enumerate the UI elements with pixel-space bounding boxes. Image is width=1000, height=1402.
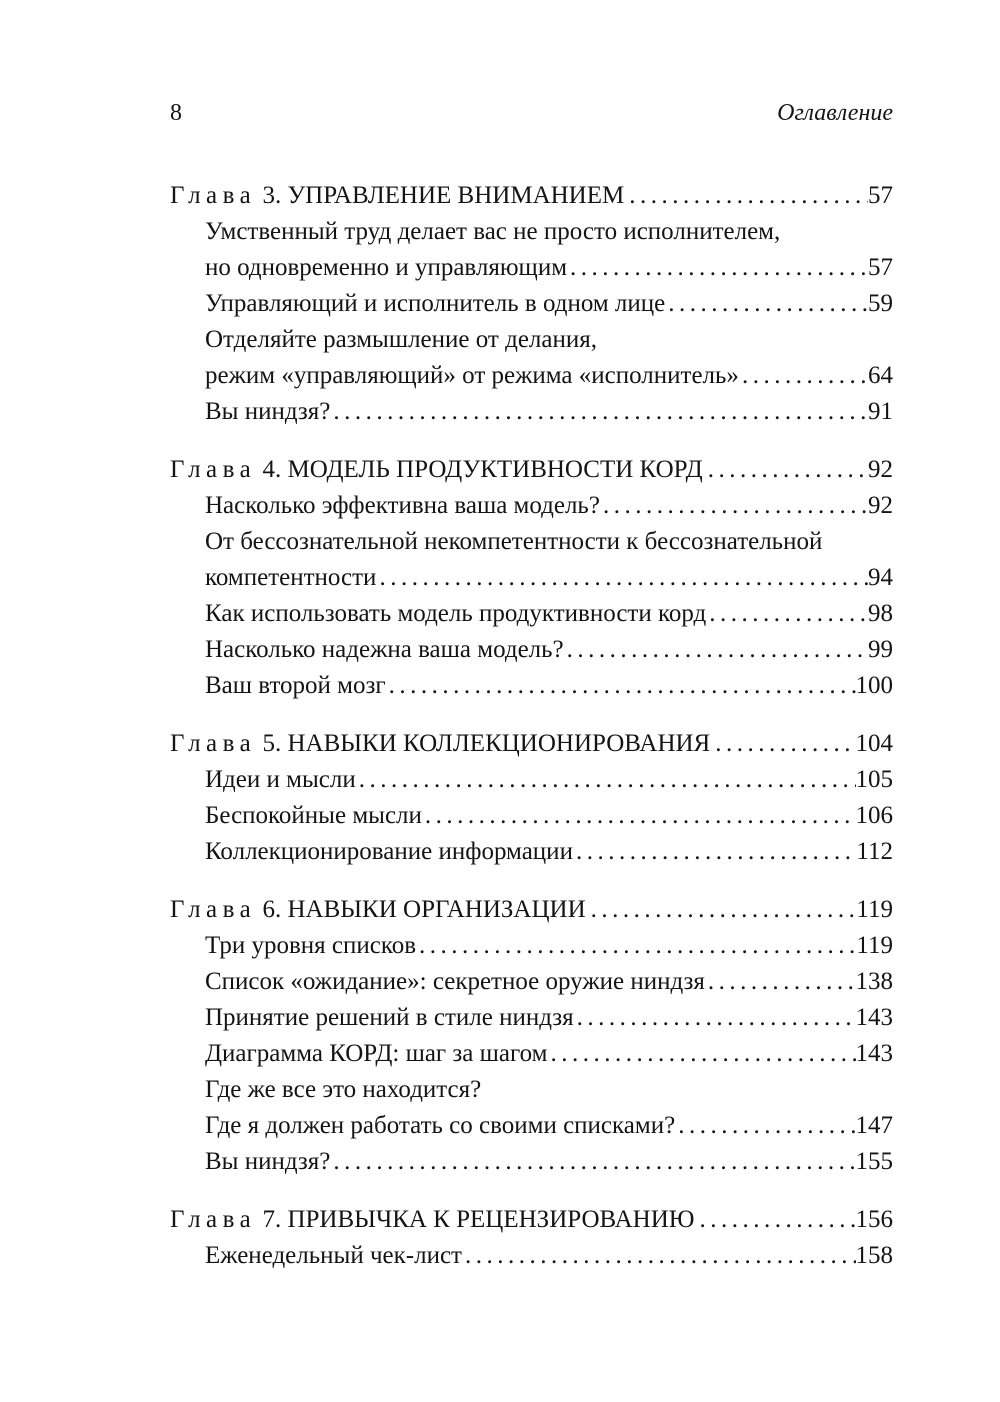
chapter-number: 7. <box>262 1206 282 1233</box>
entry-text: Насколько надежна ваша модель? <box>205 636 564 663</box>
dot-leader <box>465 1238 856 1274</box>
chapter-label: Глава <box>170 1206 257 1233</box>
chapter-label: Глава <box>170 730 257 757</box>
chapter-label: Глава <box>170 182 257 209</box>
toc-entry <box>205 524 893 596</box>
dot-leader <box>678 1108 855 1144</box>
dot-leader <box>742 358 868 394</box>
entry-page-number: 138 <box>855 968 893 995</box>
chapter-number: 3. <box>262 182 282 209</box>
entry-page-number: 158 <box>855 1242 893 1269</box>
chapter-page-number: 104 <box>855 730 893 757</box>
toc-entry <box>205 1000 893 1036</box>
chapter-heading <box>170 178 893 214</box>
dot-leader <box>591 892 857 928</box>
entry-text: Как использовать модель продуктивности корд <box>205 600 707 627</box>
dot-leader <box>708 452 868 488</box>
toc-entry <box>205 488 893 524</box>
dot-leader <box>603 488 868 524</box>
entry-page-number: 92 <box>868 492 893 519</box>
toc-entry <box>205 1238 893 1274</box>
chapter-heading <box>170 1202 893 1238</box>
dot-leader <box>699 1202 855 1238</box>
entry-text: но одновременно и управляющим <box>205 254 568 281</box>
entry-text: Список «ожидание»: секретное оружие ниндзя <box>205 968 705 995</box>
toc-entry <box>205 762 893 798</box>
dot-leader <box>567 632 868 668</box>
dot-leader <box>419 928 856 964</box>
entry-line: Где же все это находится? <box>205 1076 482 1103</box>
entry-last-line <box>205 668 893 704</box>
entry-text: Вы ниндзя? <box>205 398 331 425</box>
toc-entry <box>205 214 893 286</box>
chapter-title: НАВЫКИ ОРГАНИЗАЦИИ <box>287 896 586 923</box>
toc-chapter <box>170 178 893 430</box>
dot-leader <box>668 286 868 322</box>
entry-text: режим «управляющий» от режима «исполнитель» <box>205 362 739 389</box>
entry-page-number: 99 <box>868 636 893 663</box>
dot-leader <box>708 964 856 1000</box>
entry-page-number: 57 <box>868 254 893 281</box>
entry-text: Диаграмма КОРД: шаг за шагом <box>205 1040 548 1067</box>
entry-text: Коллекционирование информации <box>205 838 573 865</box>
toc-chapter <box>170 726 893 870</box>
entry-last-line <box>205 964 893 1000</box>
entry-last-line <box>205 394 893 430</box>
entry-page-number: 105 <box>855 766 893 793</box>
toc-entry <box>205 964 893 1000</box>
chapter-label: Глава <box>170 896 257 923</box>
dot-leader <box>550 1036 855 1072</box>
chapter-heading <box>170 892 893 928</box>
entry-last-line <box>205 762 893 798</box>
toc-entry <box>205 596 893 632</box>
entry-page-number: 91 <box>868 398 893 425</box>
dot-leader <box>333 1144 855 1180</box>
toc-entry <box>205 668 893 704</box>
toc-entry <box>205 798 893 834</box>
entry-text: Вы ниндзя? <box>205 1148 331 1175</box>
entry-page-number: 112 <box>856 838 893 865</box>
toc-chapter <box>170 892 893 1180</box>
dot-leader <box>333 394 868 430</box>
entry-last-line <box>205 488 893 524</box>
chapter-title: МОДЕЛЬ ПРОДУКТИВНОСТИ КОРД <box>287 456 703 483</box>
chapter-title: УПРАВЛЕНИЕ ВНИМАНИЕМ <box>287 182 625 209</box>
chapter-title: ПРИВЫЧКА К РЕЦЕНЗИРОВАНИЮ <box>287 1206 695 1233</box>
entry-page-number: 147 <box>855 1112 893 1139</box>
entry-last-line <box>205 1238 893 1274</box>
entry-last-line <box>205 1036 893 1072</box>
entry-page-number: 94 <box>868 564 893 591</box>
entry-text: Беспокойные мысли <box>205 802 422 829</box>
entry-last-line <box>205 798 893 834</box>
entry-last-line <box>205 632 893 668</box>
chapter-page-number: 156 <box>855 1206 893 1233</box>
entry-last-line <box>205 1000 893 1036</box>
toc-chapter <box>170 452 893 704</box>
entry-page-number: 98 <box>868 600 893 627</box>
dot-leader <box>629 178 868 214</box>
entry-page-number: 64 <box>868 362 893 389</box>
entry-text: Еженедельный чек-лист <box>205 1242 462 1269</box>
entry-last-line <box>205 928 893 964</box>
chapter-heading <box>170 726 893 762</box>
entry-text: компетентности <box>205 564 377 591</box>
dot-leader <box>576 834 856 870</box>
entry-text: Где я должен работать со своими списками? <box>205 1112 676 1139</box>
entry-last-line <box>205 250 893 286</box>
entry-text: Ваш второй мозг <box>205 672 386 699</box>
entry-page-number: 59 <box>868 290 893 317</box>
dot-leader <box>577 1000 856 1036</box>
chapter-page-number: 57 <box>868 182 893 209</box>
entry-text: Управляющий и исполнитель в одном лице <box>205 290 666 317</box>
entry-page-number: 143 <box>855 1004 893 1031</box>
chapter-heading-text <box>170 452 708 488</box>
chapter-title: НАВЫКИ КОЛЛЕКЦИОНИРОВАНИЯ <box>287 730 711 757</box>
entry-text: Насколько эффективна ваша модель? <box>205 492 600 519</box>
dot-leader <box>715 726 855 762</box>
entry-last-line <box>205 1108 893 1144</box>
entry-page-number: 143 <box>855 1040 893 1067</box>
chapter-heading-text <box>170 892 591 928</box>
chapter-page-number: 119 <box>856 896 893 923</box>
toc-entry <box>205 394 893 430</box>
chapter-label: Глава <box>170 456 257 483</box>
entry-last-line <box>205 834 893 870</box>
dot-leader <box>709 596 868 632</box>
chapter-heading-text <box>170 726 715 762</box>
entry-text: Принятие решений в стиле ниндзя <box>205 1004 574 1031</box>
running-title: Оглавление <box>777 100 893 126</box>
entry-text: Три уровня списков <box>205 932 417 959</box>
entry-last-line <box>205 596 893 632</box>
entry-line: Отделяйте размышление от делания, <box>205 326 597 353</box>
toc-entry <box>205 834 893 870</box>
chapter-heading <box>170 452 893 488</box>
entry-last-line <box>205 1144 893 1180</box>
dot-leader <box>379 560 868 596</box>
chapter-heading-text <box>170 178 629 214</box>
dot-leader <box>570 250 868 286</box>
dot-leader <box>389 668 856 704</box>
chapter-number: 6. <box>262 896 282 923</box>
toc <box>170 156 893 1274</box>
dot-leader <box>425 798 856 834</box>
entry-page-number: 119 <box>856 932 893 959</box>
chapter-number: 5. <box>262 730 282 757</box>
entry-page-number: 106 <box>855 802 893 829</box>
entry-page-number: 100 <box>855 672 893 699</box>
toc-chapter <box>170 1202 893 1274</box>
chapter-page-number: 92 <box>868 456 893 483</box>
entry-last-line <box>205 286 893 322</box>
toc-entry <box>205 632 893 668</box>
chapter-heading-text <box>170 1202 699 1238</box>
entry-line: Умственный труд делает вас не просто исполнителем, <box>205 218 781 245</box>
page-number-header: 8 <box>170 100 182 126</box>
chapter-number: 4. <box>262 456 282 483</box>
toc-entry <box>205 286 893 322</box>
entry-last-line <box>205 358 893 394</box>
entry-page-number: 155 <box>855 1148 893 1175</box>
entry-last-line <box>205 560 893 596</box>
toc-entry <box>205 928 893 964</box>
entry-line: От бессознательной некомпетентности к бессознательной <box>205 528 823 555</box>
toc-entry <box>205 1036 893 1072</box>
dot-leader <box>359 762 856 798</box>
toc-entry <box>205 1144 893 1180</box>
toc-entry <box>205 322 893 394</box>
running-head <box>170 98 893 128</box>
entry-text: Идеи и мысли <box>205 766 356 793</box>
toc-entry <box>205 1072 893 1144</box>
